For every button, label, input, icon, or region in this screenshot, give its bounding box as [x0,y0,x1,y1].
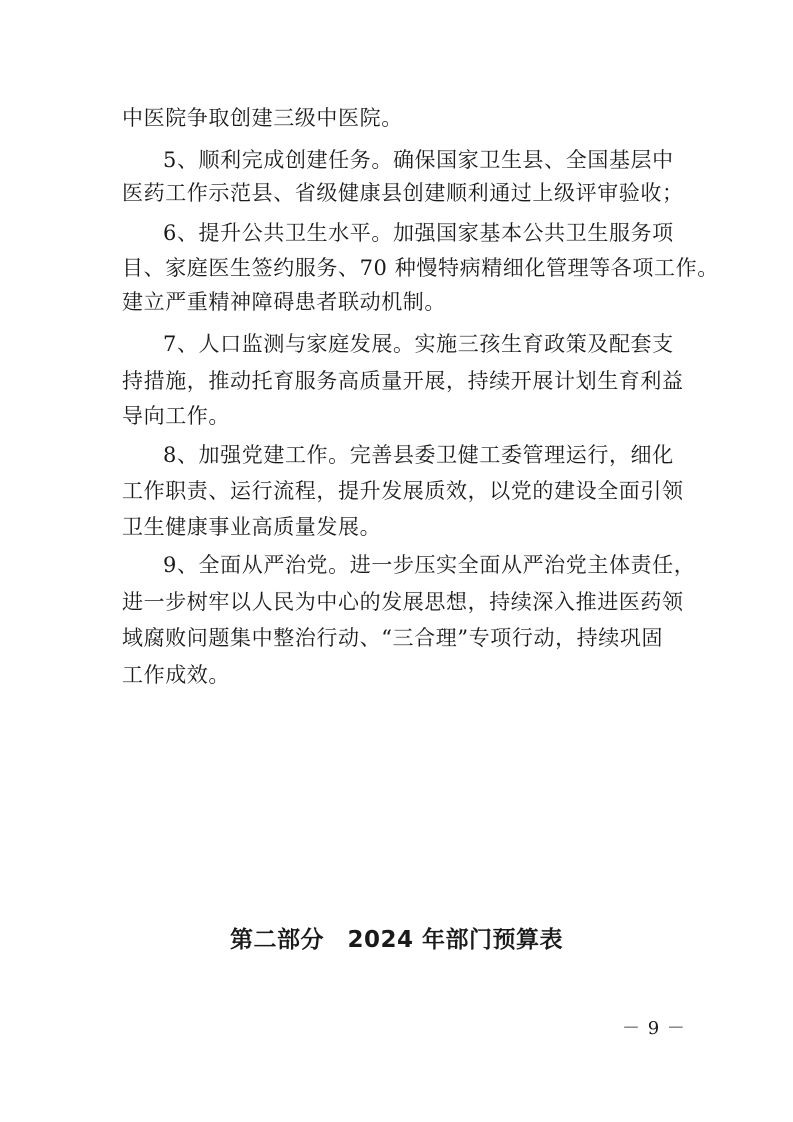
paragraph-line: 5、顺利完成创建任务。确保国家卫生县、全国基层中 [163,148,674,172]
paragraph-line: 域腐败问题集中整治行动、“三合理”专项行动，持续巩固 [122,626,664,650]
paragraph-line: 导向工作。 [122,404,230,428]
paragraph-line: 建立严重精神障碍患者联动机制。 [122,290,446,314]
paragraph-line: 进一步树牢以人民为中心的发展思想，持续深入推进医药领 [122,590,684,614]
paragraph-line: 持措施，推动托育服务高质量开展，持续开展计划生育利益 [122,369,684,393]
paragraph-line: 工作职责、运行流程，提升发展质效，以党的建设全面引领 [122,479,684,503]
paragraph-line: 目、家庭医生签约服务、70 种慢特病精细化管理等各项工作。 [122,256,719,280]
page-number: － 9 － [622,1018,686,1039]
paragraph-line: 中医院争取创建三级中医院。 [122,106,403,130]
paragraph-line: 9、全面从严治党。进一步压实全面从严治党主体责任， [163,553,696,577]
paragraph-line: 6、提升公共卫生水平。加强国家基本公共卫生服务项 [163,221,674,245]
paragraph-line: 8、加强党建工作。完善县委卫健工委管理运行，细化 [163,443,674,467]
paragraph-line: 工作成效。 [122,663,230,687]
paragraph-line: 医药工作示范县、省级健康县创建顺利通过上级评审验收； [122,181,684,205]
paragraph-line: 7、人口监测与家庭发展。实施三孩生育政策及配套支 [163,332,674,356]
section-title: 第二部分 2024 年部门预算表 [229,927,564,953]
paragraph-line: 卫生健康事业高质量发展。 [122,515,382,539]
